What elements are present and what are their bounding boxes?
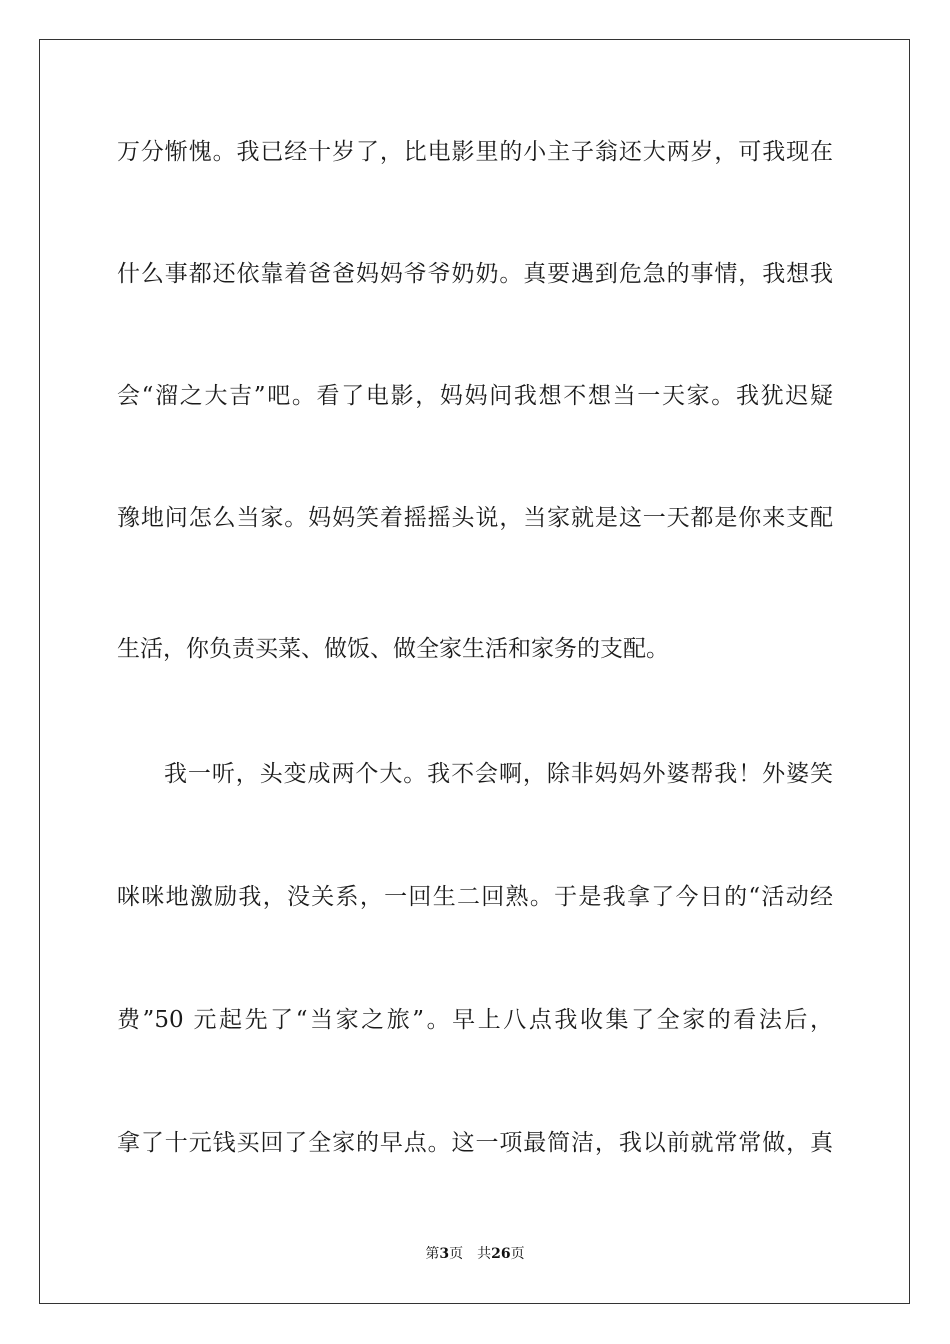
page-suffix: 页 — [449, 1246, 464, 1262]
paragraph-first-line: 我一听，头变成两个大。我不会啊，除非妈妈外婆帮我！外婆笑 — [164, 761, 833, 787]
total-pages: 26 — [491, 1246, 511, 1262]
page-border — [39, 39, 910, 1304]
text-line: 万分惭愧。我已经十岁了，比电影里的小主子翁还大两岁，可我现在 — [117, 139, 833, 165]
total-suffix: 页 — [510, 1246, 525, 1262]
text-line: 生活，你负责买菜、做饭、做全家生活和家务的支配。 — [117, 636, 669, 662]
page-prefix: 第 — [425, 1246, 440, 1262]
text-line: 什么事都还依靠着爸爸妈妈爷爷奶奶。真要遇到危急的事情，我想我 — [117, 261, 833, 287]
page-footer — [0, 1244, 950, 1264]
text-line: 会“溜之大吉”吧。看了电影，妈妈问我想不想当一天家。我犹迟疑 — [117, 383, 833, 409]
text-line: 费”50 元起先了“当家之旅”。早上八点我收集了全家的看法后， — [117, 1007, 833, 1033]
total-prefix: 共 — [477, 1246, 492, 1262]
text-line: 咪咪地激励我，没关系，一回生二回熟。于是我拿了今日的“活动经 — [117, 884, 833, 910]
page-number: 3 — [439, 1246, 450, 1262]
text-line: 拿了十元钱买回了全家的早点。这一项最简洁，我以前就常常做，真 — [117, 1130, 833, 1156]
text-line: 豫地问怎么当家。妈妈笑着摇摇头说，当家就是这一天都是你来支配 — [117, 505, 833, 531]
